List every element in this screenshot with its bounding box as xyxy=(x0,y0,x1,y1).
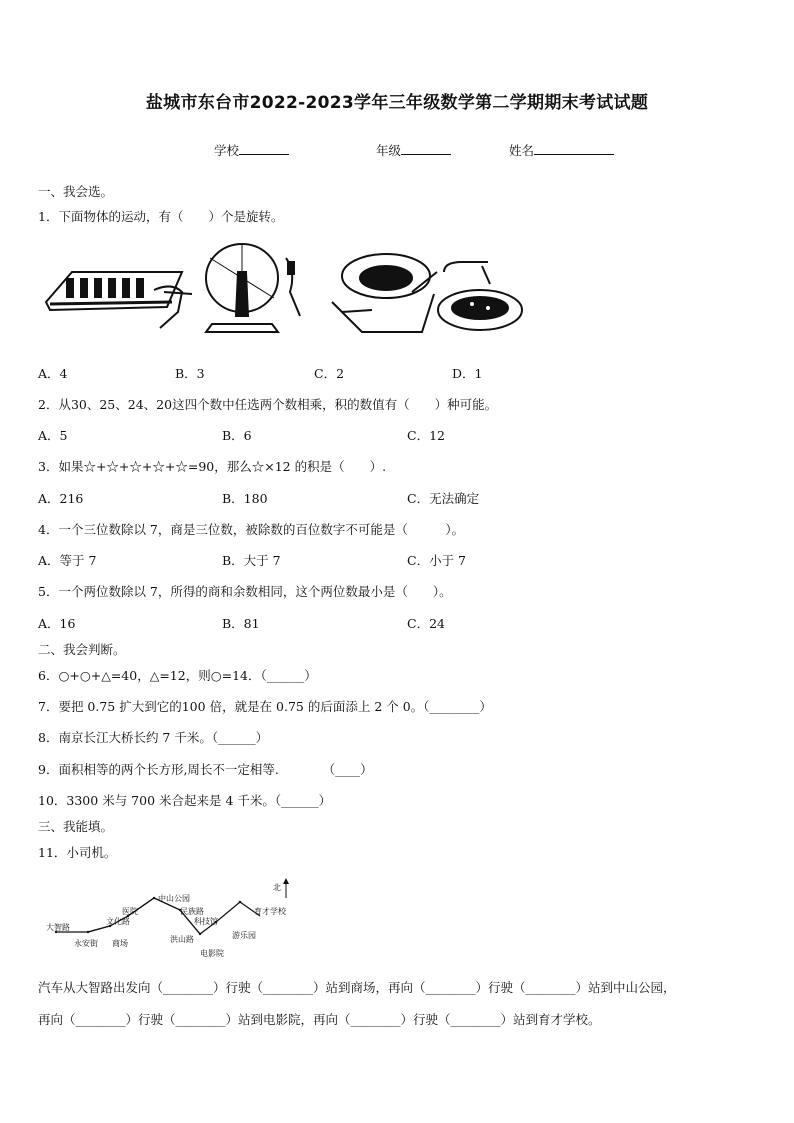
q5-option-b[interactable]: B．81 xyxy=(222,616,260,631)
map-place: 大智路 xyxy=(46,923,70,932)
section3-heading: 三、我能填。 xyxy=(38,819,114,834)
q1-option-b[interactable]: B．3 xyxy=(175,366,205,381)
q3-text: 3．如果☆+☆+☆+☆+☆=90，那么☆×12 的积是（ ）. xyxy=(38,459,387,474)
q1-option-a[interactable]: A．4 xyxy=(38,366,68,381)
q11-line1: 汽车从大智路出发向（________）行驶（________）站到商场，再向（________）行驶（________）站到中山公园， xyxy=(38,980,676,995)
q2-option-c[interactable]: C．12 xyxy=(407,428,445,443)
route-map xyxy=(40,876,305,960)
name-field xyxy=(509,141,614,159)
q2-option-a[interactable]: A．5 xyxy=(38,428,68,443)
abacus-image xyxy=(46,272,192,328)
q6-text: 6．○+○+△=40，△=12，则○=14．（______） xyxy=(38,668,317,683)
map-place: 育才学校 xyxy=(254,907,286,916)
q1-option-c[interactable]: C．2 xyxy=(314,366,345,381)
map-place: 永安街 xyxy=(74,939,98,948)
map-place: 中山公园 xyxy=(158,894,190,903)
q1-option-d[interactable]: D．1 xyxy=(452,366,483,381)
section2-heading: 二、我会判断。 xyxy=(38,642,126,657)
map-place: 科技馆 xyxy=(194,917,218,926)
map-north: 北 xyxy=(273,883,281,892)
q4-option-a[interactable]: A．等于 7 xyxy=(38,553,97,568)
grade-field xyxy=(376,141,451,159)
q2-text: 2．从30、25、24、20这四个数中任选两个数相乘，积的数值有（ ）种可能。 xyxy=(38,397,498,412)
route-line xyxy=(56,898,240,934)
q3-option-b[interactable]: B．180 xyxy=(222,491,268,506)
school-label: 学校 xyxy=(214,143,240,158)
map-place: 洪山路 xyxy=(170,935,194,944)
q3-option-c[interactable]: C．无法确定 xyxy=(407,491,480,506)
q7-text: 7．要把 0.75 扩大到它的100 倍，就是在 0.75 的后面添上 2 个 0。（________） xyxy=(38,699,492,714)
q4-option-c[interactable]: C．小于 7 xyxy=(407,553,466,568)
q4-option-b[interactable]: B．大于 7 xyxy=(222,553,281,568)
map-place: 游乐园 xyxy=(232,931,256,940)
q11-text: 11．小司机。 xyxy=(38,845,117,860)
globe-image xyxy=(206,244,300,332)
map-place: 商场 xyxy=(112,939,128,948)
q5-text: 5．一个两位数除以 7，所得的商和余数相同，这个两位数最小是（ ）。 xyxy=(38,584,452,599)
q8-text: 8．南京长江大桥长约 7 千米。（______） xyxy=(38,730,269,745)
q10-text: 10．3300 米与 700 米合起来是 4 千米。（______） xyxy=(38,793,332,808)
q2-option-b[interactable]: B．6 xyxy=(222,428,252,443)
q4-text: 4．一个三位数除以 7，商是三位数，被除数的百位数字不可能是（ ）。 xyxy=(38,522,465,537)
school-blank xyxy=(239,142,289,155)
map-place: 民族路 xyxy=(180,907,204,916)
map-place: 电影院 xyxy=(200,949,224,958)
q1-text: 1．下面物体的运动，有（ ）个是旋转。 xyxy=(38,209,284,224)
page-title: 盐城市东台市2022-2023学年三年级数学第二学期期末考试试题 xyxy=(145,93,649,113)
q5-option-a[interactable]: A．16 xyxy=(38,616,76,631)
grade-label: 年级 xyxy=(376,143,402,158)
school-field xyxy=(214,141,289,159)
faucet-image xyxy=(438,262,522,330)
name-blank xyxy=(534,142,614,155)
grade-blank xyxy=(401,142,451,155)
map-place: 文化路 xyxy=(106,917,130,926)
section1-heading: 一、我会选。 xyxy=(38,184,114,199)
q5-option-c[interactable]: C．24 xyxy=(407,616,445,631)
q1-illustrations xyxy=(42,232,534,340)
name-label: 姓名 xyxy=(509,143,535,158)
q11-line2: 再向（________）行驶（________）站到电影院，再向（________）行驶（________）站到育才学校。 xyxy=(38,1012,601,1027)
q3-option-a[interactable]: A．216 xyxy=(38,491,84,506)
map-place: 医院 xyxy=(122,907,138,916)
q9-text: 9．面积相等的两个长方形,周长不一定相等. （____） xyxy=(38,762,373,777)
steering-wheel-image xyxy=(332,254,437,332)
